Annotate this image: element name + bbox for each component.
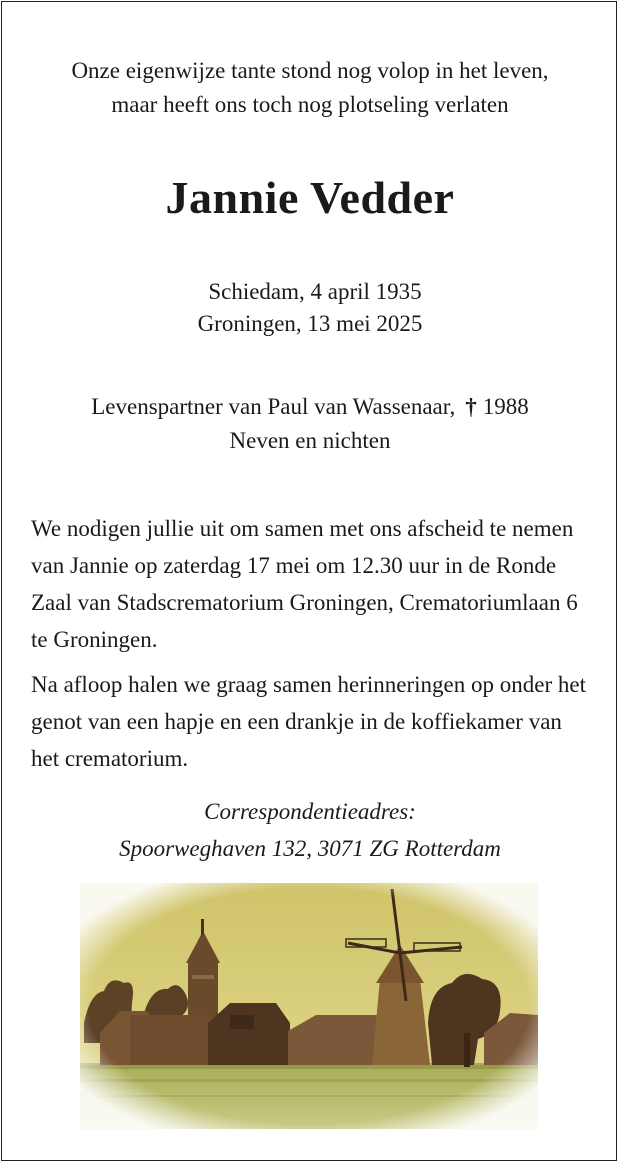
invitation-paragraph-1: We nodigen jullie uit om samen met ons afscheid te nemen van Jannie op zaterdag 17 mei om 12.30 uur in de Ronde Zaal van Stadscrematorium Groningen, Crematoriumlaan 6 te Groningen. — [31, 516, 578, 652]
intro-line-2: maar heeft ons toch nog plotseling verlaten — [111, 92, 509, 117]
birth-place-date: Schiedam, 4 april 1935 — [208, 279, 422, 304]
correspondence-block — [0, 793, 620, 867]
partner-line — [0, 390, 620, 424]
correspondence-address: Spoorweghaven 132, 3071 ZG Rotterdam — [119, 836, 501, 861]
intro-text — [0, 54, 620, 122]
invitation-text — [31, 510, 591, 785]
skyline-image — [80, 883, 538, 1129]
death-place-date: Groningen, 13 mei 2025 — [197, 311, 423, 336]
partner-death-year: 1988 — [482, 394, 529, 419]
family-block — [0, 390, 620, 458]
intro-line-1: Onze eigenwijze tante stond nog volop in het leven, — [71, 58, 549, 83]
partner-text: Levenspartner van Paul van Wassenaar, — [91, 394, 456, 419]
invitation-paragraph-2: Na afloop halen we graag samen herinneringen op onder het genot van een hapje en een drankje in de koffiekamer van het crematorium. — [31, 672, 586, 771]
correspondence-label: Correspondentieadres: — [204, 799, 416, 824]
skyline-illustration — [80, 883, 538, 1129]
relatives-line: Neven en nichten — [229, 428, 391, 453]
life-dates — [0, 276, 620, 340]
deceased-name: Jannie Vedder — [165, 172, 455, 223]
cross-icon: † — [465, 394, 477, 419]
